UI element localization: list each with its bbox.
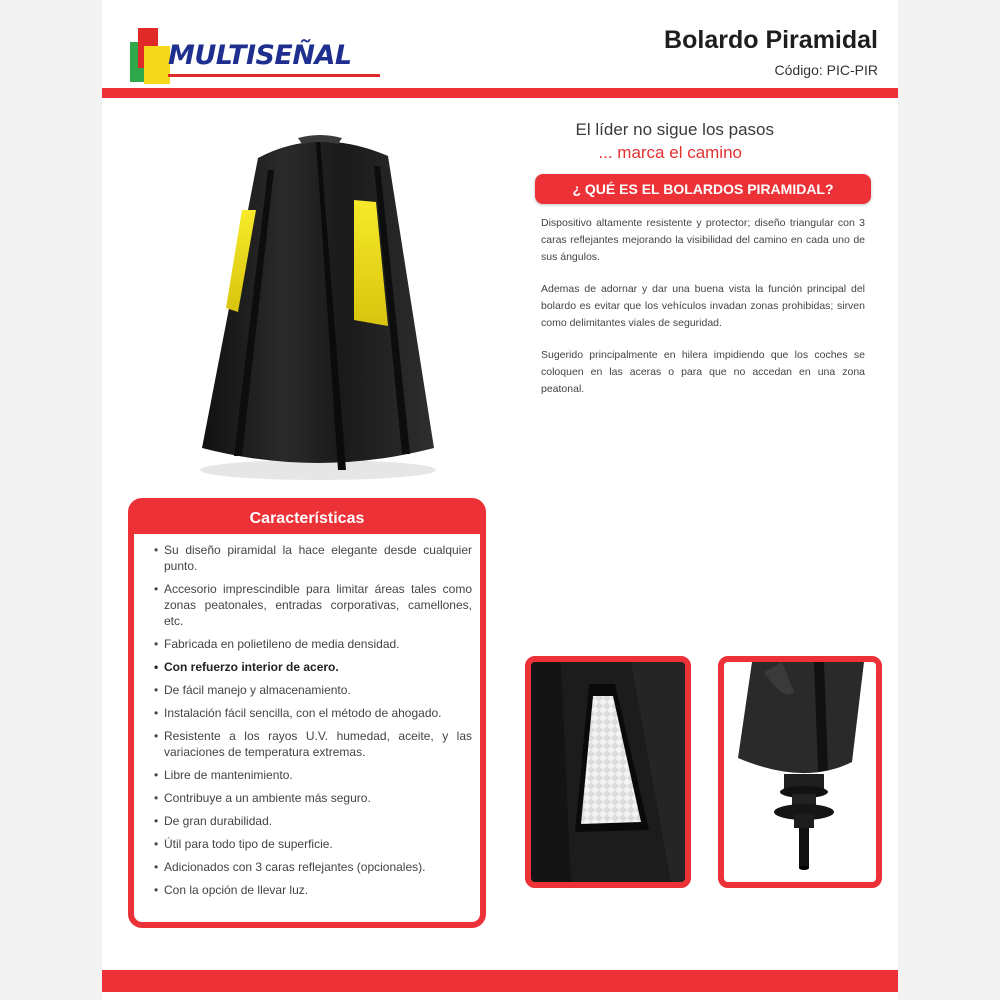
product-code: Código: PIC-PIR: [774, 62, 878, 78]
feature-item: • Con la opción de llevar luz.: [154, 882, 472, 898]
feature-item: • Resistente a los rayos U.V. humedad, aceite, y las variaciones de temperatura extremas.: [154, 728, 472, 760]
bollard-image: [198, 130, 438, 490]
header-divider: [102, 88, 898, 98]
feature-item: • Útil para todo tipo de superficie.: [154, 836, 472, 852]
slogan-line-1: El líder no sigue los pasos: [575, 120, 774, 139]
features-list: [154, 542, 472, 905]
slogan-line-2: ... marca el camino: [598, 143, 742, 162]
features-heading: Características: [134, 504, 480, 534]
description-paragraph: Ademas de adornar y dar una buena vista la función principal del bolardo es evitar que los vehículos invadan zonas prohibidas; sirven como delimitantes viales de seguridad.: [541, 283, 865, 329]
feature-item: • Adicionados con 3 caras reflejantes (opcionales).: [154, 859, 472, 875]
feature-item: • Fabricada en polietileno de media densidad.: [154, 636, 472, 652]
feature-item: • De fácil manejo y almacenamiento.: [154, 682, 472, 698]
page-title: Bolardo Piramidal: [664, 26, 878, 54]
feature-item: • Instalación fácil sencilla, con el método de ahogado.: [154, 705, 472, 721]
logo-yellow-block: [144, 46, 170, 84]
brand-wordmark: MULTISEÑAL: [168, 40, 352, 71]
feature-item: • Libre de mantenimiento.: [154, 767, 472, 783]
logo-underline: [168, 74, 380, 77]
product-sheet: [102, 0, 898, 1000]
description-paragraph: Dispositivo altamente resistente y protector; diseño triangular con 3 caras reflejantes mejorando la visibilidad del camino en cada uno de sus ángulos.: [541, 217, 865, 263]
features-box: [128, 498, 486, 928]
brand-logo: [130, 28, 360, 88]
anchor-detail-photo: [718, 656, 882, 888]
feature-item: • Su diseño piramidal la hace elegante desde cualquier punto.: [154, 542, 472, 574]
feature-item: • De gran durabilidad.: [154, 813, 472, 829]
what-is-heading: ¿ QUÉ ES EL BOLARDOS PIRAMIDAL?: [535, 174, 871, 204]
description-paragraph: Sugerido principalmente en hilera impidiendo que los coches se coloquen en las aceras o para que no accedan en una zona peatonal.: [541, 349, 865, 395]
footer-bar: [102, 970, 898, 992]
feature-item: • Accesorio imprescindible para limitar áreas tales como zonas peatonales, entradas corporativas, camellones, etc.: [154, 581, 472, 629]
reflector-detail-photo: [525, 656, 691, 888]
feature-item: • Con refuerzo interior de acero.: [154, 659, 472, 675]
feature-item: • Contribuye a un ambiente más seguro.: [154, 790, 472, 806]
